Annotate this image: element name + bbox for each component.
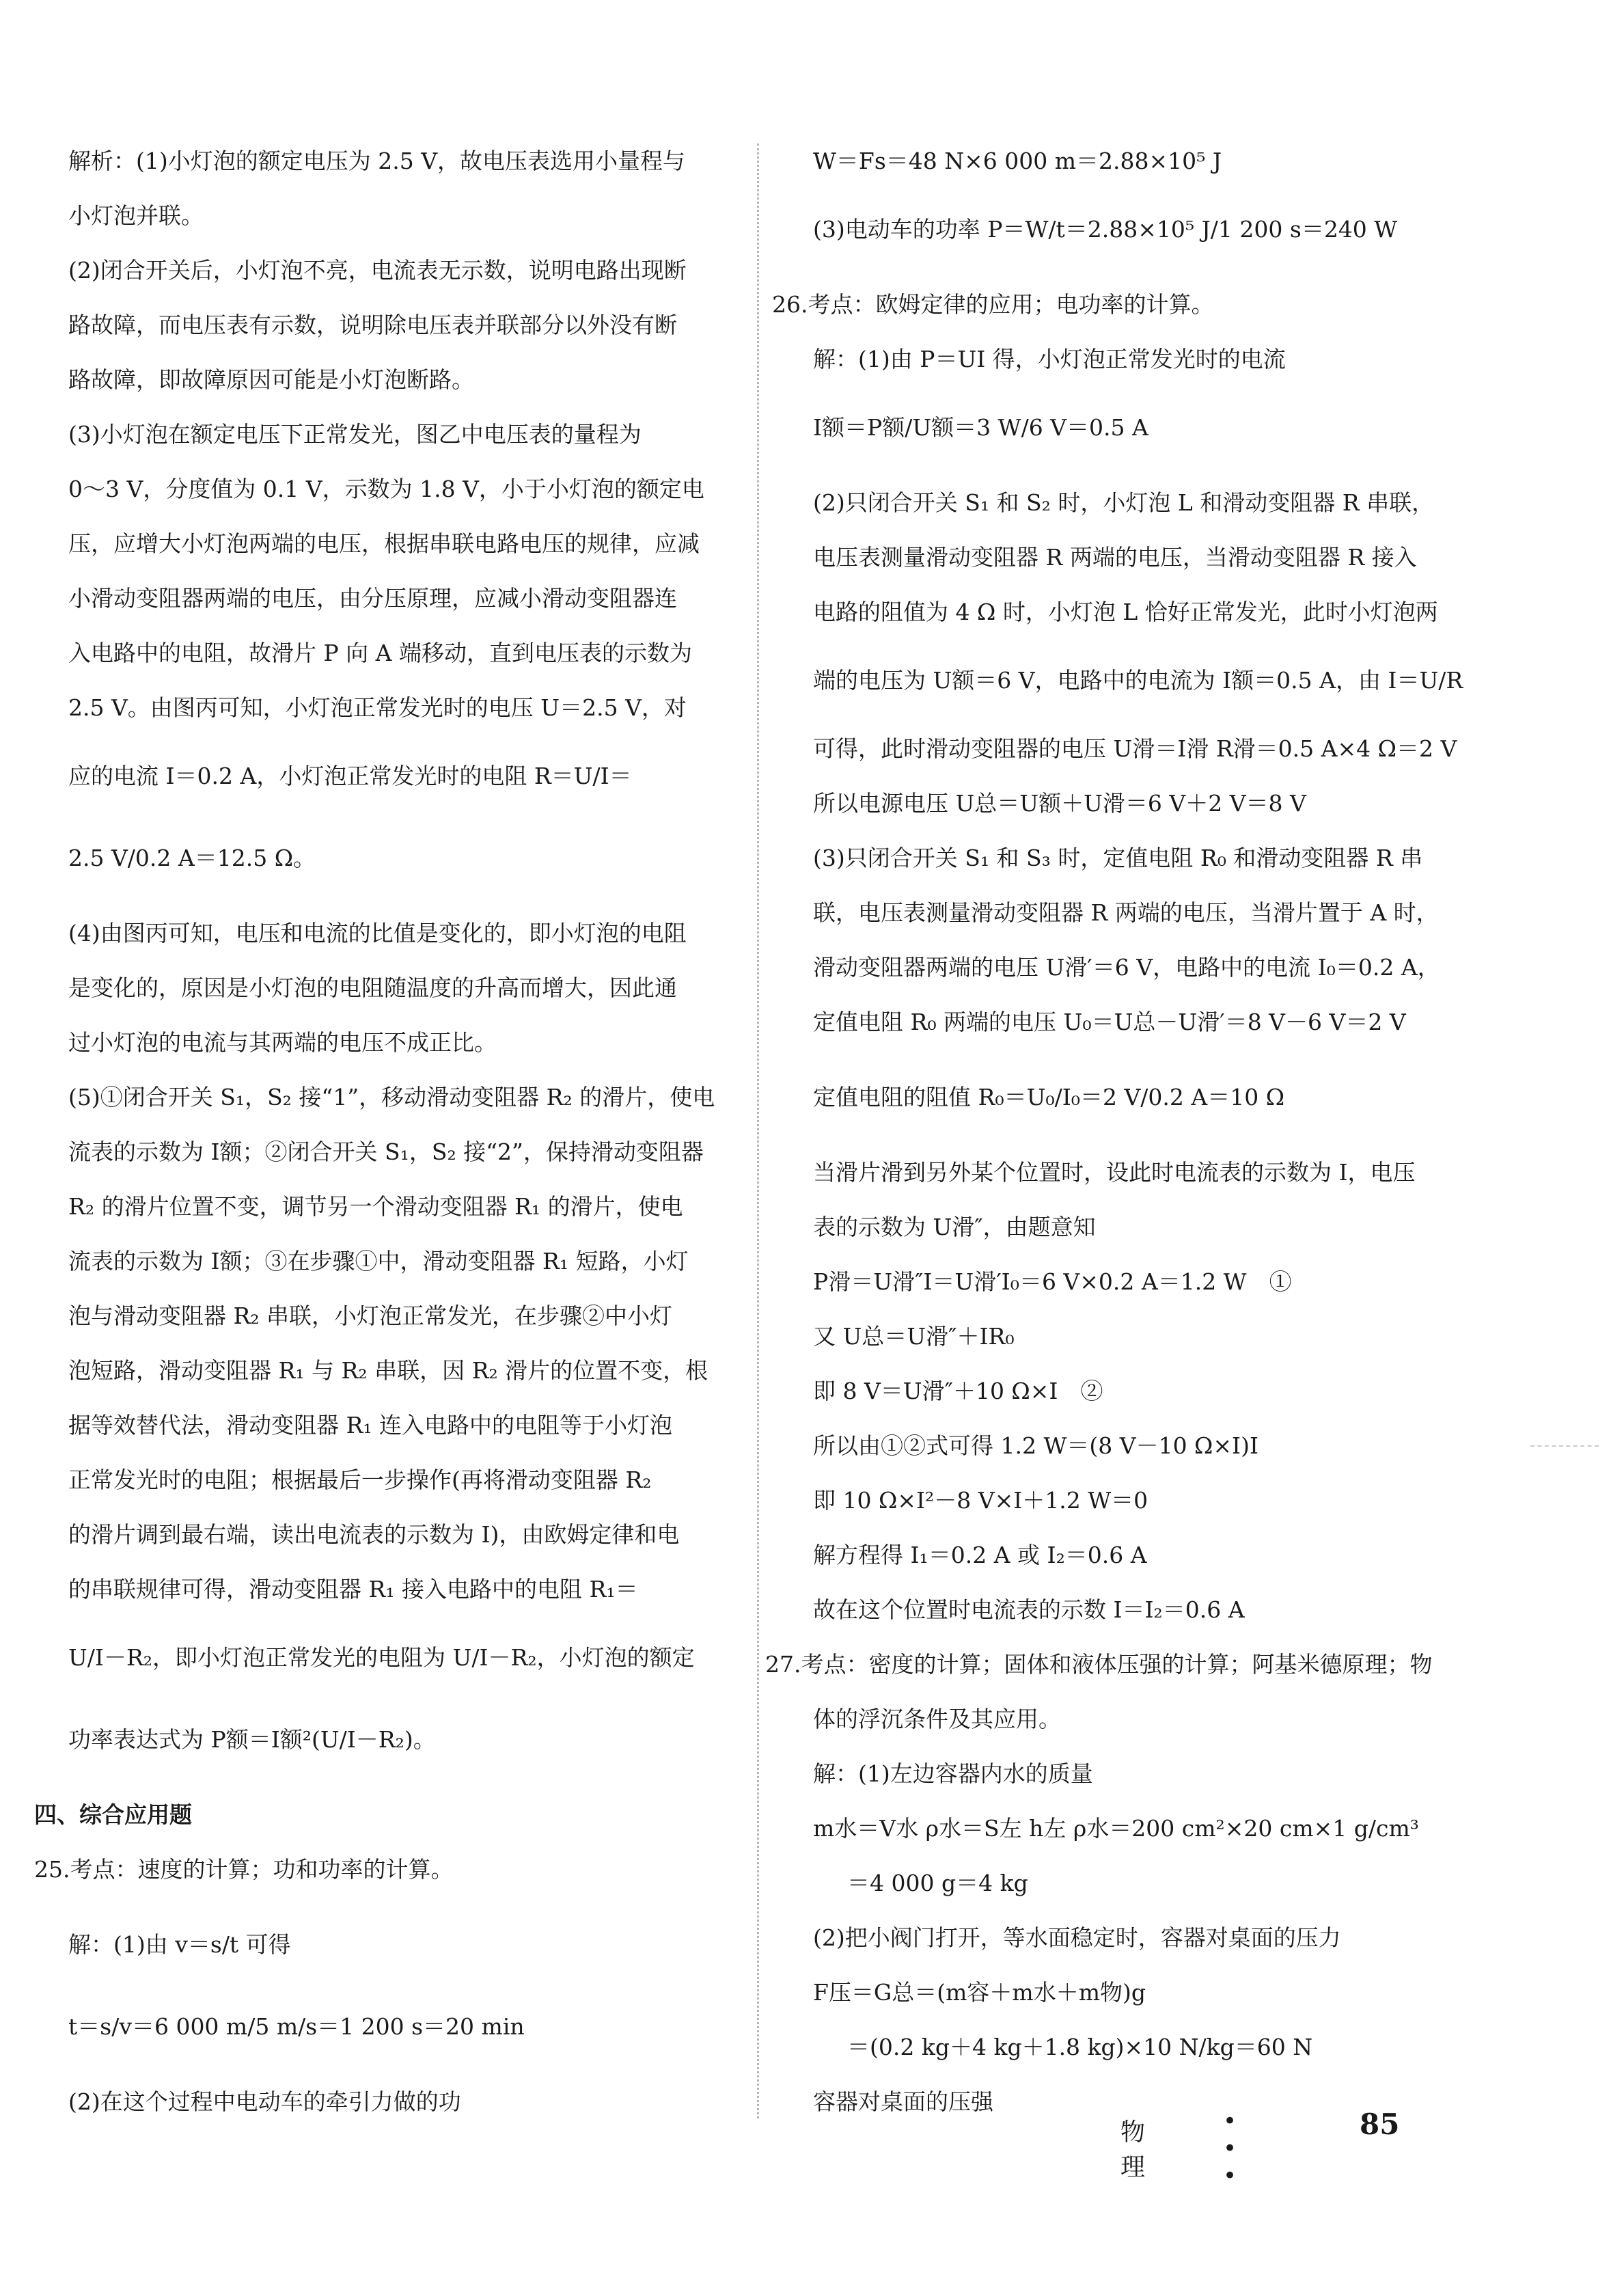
text-line: 即 10 Ω×I²－8 V×I＋1.2 W＝0: [813, 1487, 1148, 1514]
text-line: P滑＝U滑″I＝U滑′I₀＝6 V×0.2 A＝1.2 W ①: [813, 1268, 1292, 1295]
text-line: 流表的示数为 I额；③在步骤①中，滑动变阻器 R₁ 短路，小灯: [68, 1248, 689, 1274]
text-line: 所以电源电压 U总＝U额＋U滑＝6 V＋2 V＝8 V: [813, 790, 1306, 817]
text-line: 可得，此时滑动变阻器的电压 U滑＝I滑 R滑＝0.5 A×4 Ω＝2 V: [813, 735, 1457, 762]
text-line: 所以由①②式可得 1.2 W＝(8 V－10 Ω×I)I: [813, 1432, 1259, 1459]
text-line: 流表的示数为 I额；②闭合开关 S₁，S₂ 接“2”，保持滑动变阻器: [68, 1138, 704, 1165]
text-line: 的滑片调到最右端，读出电流表的示数为 I)，由欧姆定律和电: [68, 1521, 680, 1548]
text-line: 故在这个位置时电流表的示数 I＝I₂＝0.6 A: [813, 1596, 1245, 1623]
text-line: 解：(1)左边容器内水的质量: [813, 1760, 1093, 1787]
text-line: 又 U总＝U滑″＋IR₀: [813, 1323, 1015, 1350]
column-divider: [757, 144, 759, 2118]
text-line: m水＝V水 ρ水＝S左 h左 ρ水＝200 cm²×20 cm×1 g/cm³: [813, 1815, 1420, 1842]
text-line: 入电路中的电阻，故滑片 P 向 A 端移动，直到电压表的示数为: [68, 640, 692, 666]
text-line: W＝Fs＝48 N×6 000 m＝2.88×10⁵ J: [813, 148, 1222, 174]
question-heading: 25.考点：速度的计算；功和功率的计算。: [34, 1856, 454, 1883]
text-line: 定值电阻 R₀ 两端的电压 U₀＝U总－U滑′＝8 V－6 V＝2 V: [813, 1009, 1406, 1035]
question-heading: 26.考点：欧姆定律的应用；电功率的计算。: [772, 291, 1214, 318]
text-line: 解：(1)由 P＝UI 得，小灯泡正常发光时的电流: [813, 346, 1286, 372]
text-line: ＝(0.2 kg＋4 kg＋1.8 kg)×10 N/kg＝60 N: [847, 2034, 1313, 2060]
text-line: 是变化的，原因是小灯泡的电阻随温度的升高而增大，因此通: [68, 974, 677, 1001]
text-line: 过小灯泡的电流与其两端的电压不成正比。: [68, 1029, 497, 1056]
text-line: 2.5 V/0.2 A＝12.5 Ω。: [68, 845, 316, 871]
text-line: 功率表达式为 P额＝I额²(U/I－R₂)。: [68, 1726, 436, 1753]
text-line: 端的电压为 U额＝6 V，电路中的电流为 I额＝0.5 A，由 I＝U/R: [813, 667, 1463, 694]
text-line: 的串联规律可得，滑动变阻器 R₁ 接入电路中的电阻 R₁＝: [68, 1576, 638, 1602]
text-line: (2)把小阀门打开，等水面稳定时，容器对桌面的压力: [813, 1924, 1341, 1951]
text-line: 定值电阻的阻值 R₀＝U₀/I₀＝2 V/0.2 A＝10 Ω: [813, 1084, 1285, 1110]
text-line: R₂ 的滑片位置不变，调节另一个滑动变阻器 R₁ 的滑片，使电: [68, 1193, 683, 1220]
text-line: t＝s/v＝6 000 m/5 m/s＝1 200 s＝20 min: [68, 2013, 525, 2040]
section-heading: 四、综合应用题: [34, 1801, 192, 1828]
text-line: (5)①闭合开关 S₁，S₂ 接“1”，移动滑动变阻器 R₂ 的滑片，使电: [68, 1084, 715, 1110]
text-line: 小滑动变阻器两端的电压，由分压原理，应减小滑动变阻器连: [68, 585, 677, 612]
text-line: 0～3 V，分度值为 0.1 V，示数为 1.8 V，小于小灯泡的额定电: [68, 476, 704, 502]
text-line: 解方程得 I₁＝0.2 A 或 I₂＝0.6 A: [813, 1542, 1147, 1568]
question-heading: 27.考点：密度的计算；固体和液体压强的计算；阿基米德原理；物: [765, 1651, 1433, 1678]
text-line: (4)由图丙可知，电压和电流的比值是变化的，即小灯泡的电阻: [68, 920, 687, 946]
text-line: 体的浮沉条件及其应用。: [813, 1706, 1061, 1732]
text-line: (3)电动车的功率 P＝W/t＝2.88×10⁵ J/1 200 s＝240 W: [813, 216, 1398, 243]
text-line: I额＝P额/U额＝3 W/6 V＝0.5 A: [813, 414, 1148, 441]
text-line: (3)只闭合开关 S₁ 和 S₃ 时，定值电阻 R₀ 和滑动变阻器 R 串: [813, 845, 1423, 871]
text-line: 泡短路，滑动变阻器 R₁ 与 R₂ 串联，因 R₂ 滑片的位置不变，根: [68, 1357, 708, 1384]
footer-dots: • • •: [1223, 2107, 1250, 2189]
text-line: 2.5 V。由图丙可知，小灯泡正常发光时的电压 U＝2.5 V，对: [68, 694, 687, 721]
text-line: 电路的阻值为 4 Ω 时，小灯泡 L 恰好正常发光，此时小灯泡两: [813, 599, 1438, 625]
margin-mark: [1530, 1445, 1599, 1447]
text-line: 联，电压表测量滑动变阻器 R 两端的电压，当滑片置于 A 时，: [813, 899, 1439, 926]
text-line: (3)小灯泡在额定电压下正常发光，图乙中电压表的量程为: [68, 421, 642, 448]
text-line: U/I－R₂，即小灯泡正常发光的电阻为 U/I－R₂，小灯泡的额定: [68, 1644, 695, 1671]
subject-label: 物理: [1120, 2118, 1146, 2181]
text-line: 解析：(1)小灯泡的额定电压为 2.5 V，故电压表选用小量程与: [68, 148, 686, 174]
text-line: 应的电流 I＝0.2 A，小灯泡正常发光时的电阻 R＝U/I＝: [68, 763, 632, 789]
text-line: 路故障，即故障原因可能是小灯泡断路。: [68, 366, 474, 393]
text-line: (2)在这个过程中电动车的牵引力做的功: [68, 2088, 461, 2115]
text-line: 据等效替代法，滑动变阻器 R₁ 连入电路中的电阻等于小灯泡: [68, 1412, 673, 1438]
text-line: (2)只闭合开关 S₁ 和 S₂ 时，小灯泡 L 和滑动变阻器 R 串联，: [813, 489, 1435, 516]
page-number: 85: [1360, 2107, 1400, 2141]
text-line: 容器对桌面的压强: [813, 2088, 993, 2115]
text-line: 电压表测量滑动变阻器 R 两端的电压，当滑动变阻器 R 接入: [813, 544, 1417, 571]
text-line: 小灯泡并联。: [68, 202, 204, 229]
text-line: 正常发光时的电阻；根据最后一步操作(再将滑动变阻器 R₂: [68, 1466, 652, 1493]
text-line: F压＝G总＝(m容＋m水＋m物)g: [813, 1979, 1146, 2006]
text-line: 路故障，而电压表有示数，说明除电压表并联部分以外没有断: [68, 312, 677, 338]
text-line: 即 8 V＝U滑″＋10 Ω×I ②: [813, 1378, 1103, 1404]
text-line: 解：(1)由 v＝s/t 可得: [68, 1931, 291, 1958]
text-line: (2)闭合开关后，小灯泡不亮，电流表无示数，说明电路出现断: [68, 257, 687, 284]
text-line: 滑动变阻器两端的电压 U滑′＝6 V，电路中的电流 I₀＝0.2 A，: [813, 954, 1440, 981]
text-line: 泡与滑动变阻器 R₂ 串联，小灯泡正常发光，在步骤②中小灯: [68, 1302, 673, 1329]
text-line: 压，应增大小灯泡两端的电压，根据串联电路电压的规律，应减: [68, 530, 700, 557]
text-line: 当滑片滑到另外某个位置时，设此时电流表的示数为 I，电压: [813, 1159, 1416, 1186]
text-line: ＝4 000 g＝4 kg: [847, 1870, 1028, 1896]
text-line: 表的示数为 U滑″，由题意知: [813, 1214, 1096, 1240]
